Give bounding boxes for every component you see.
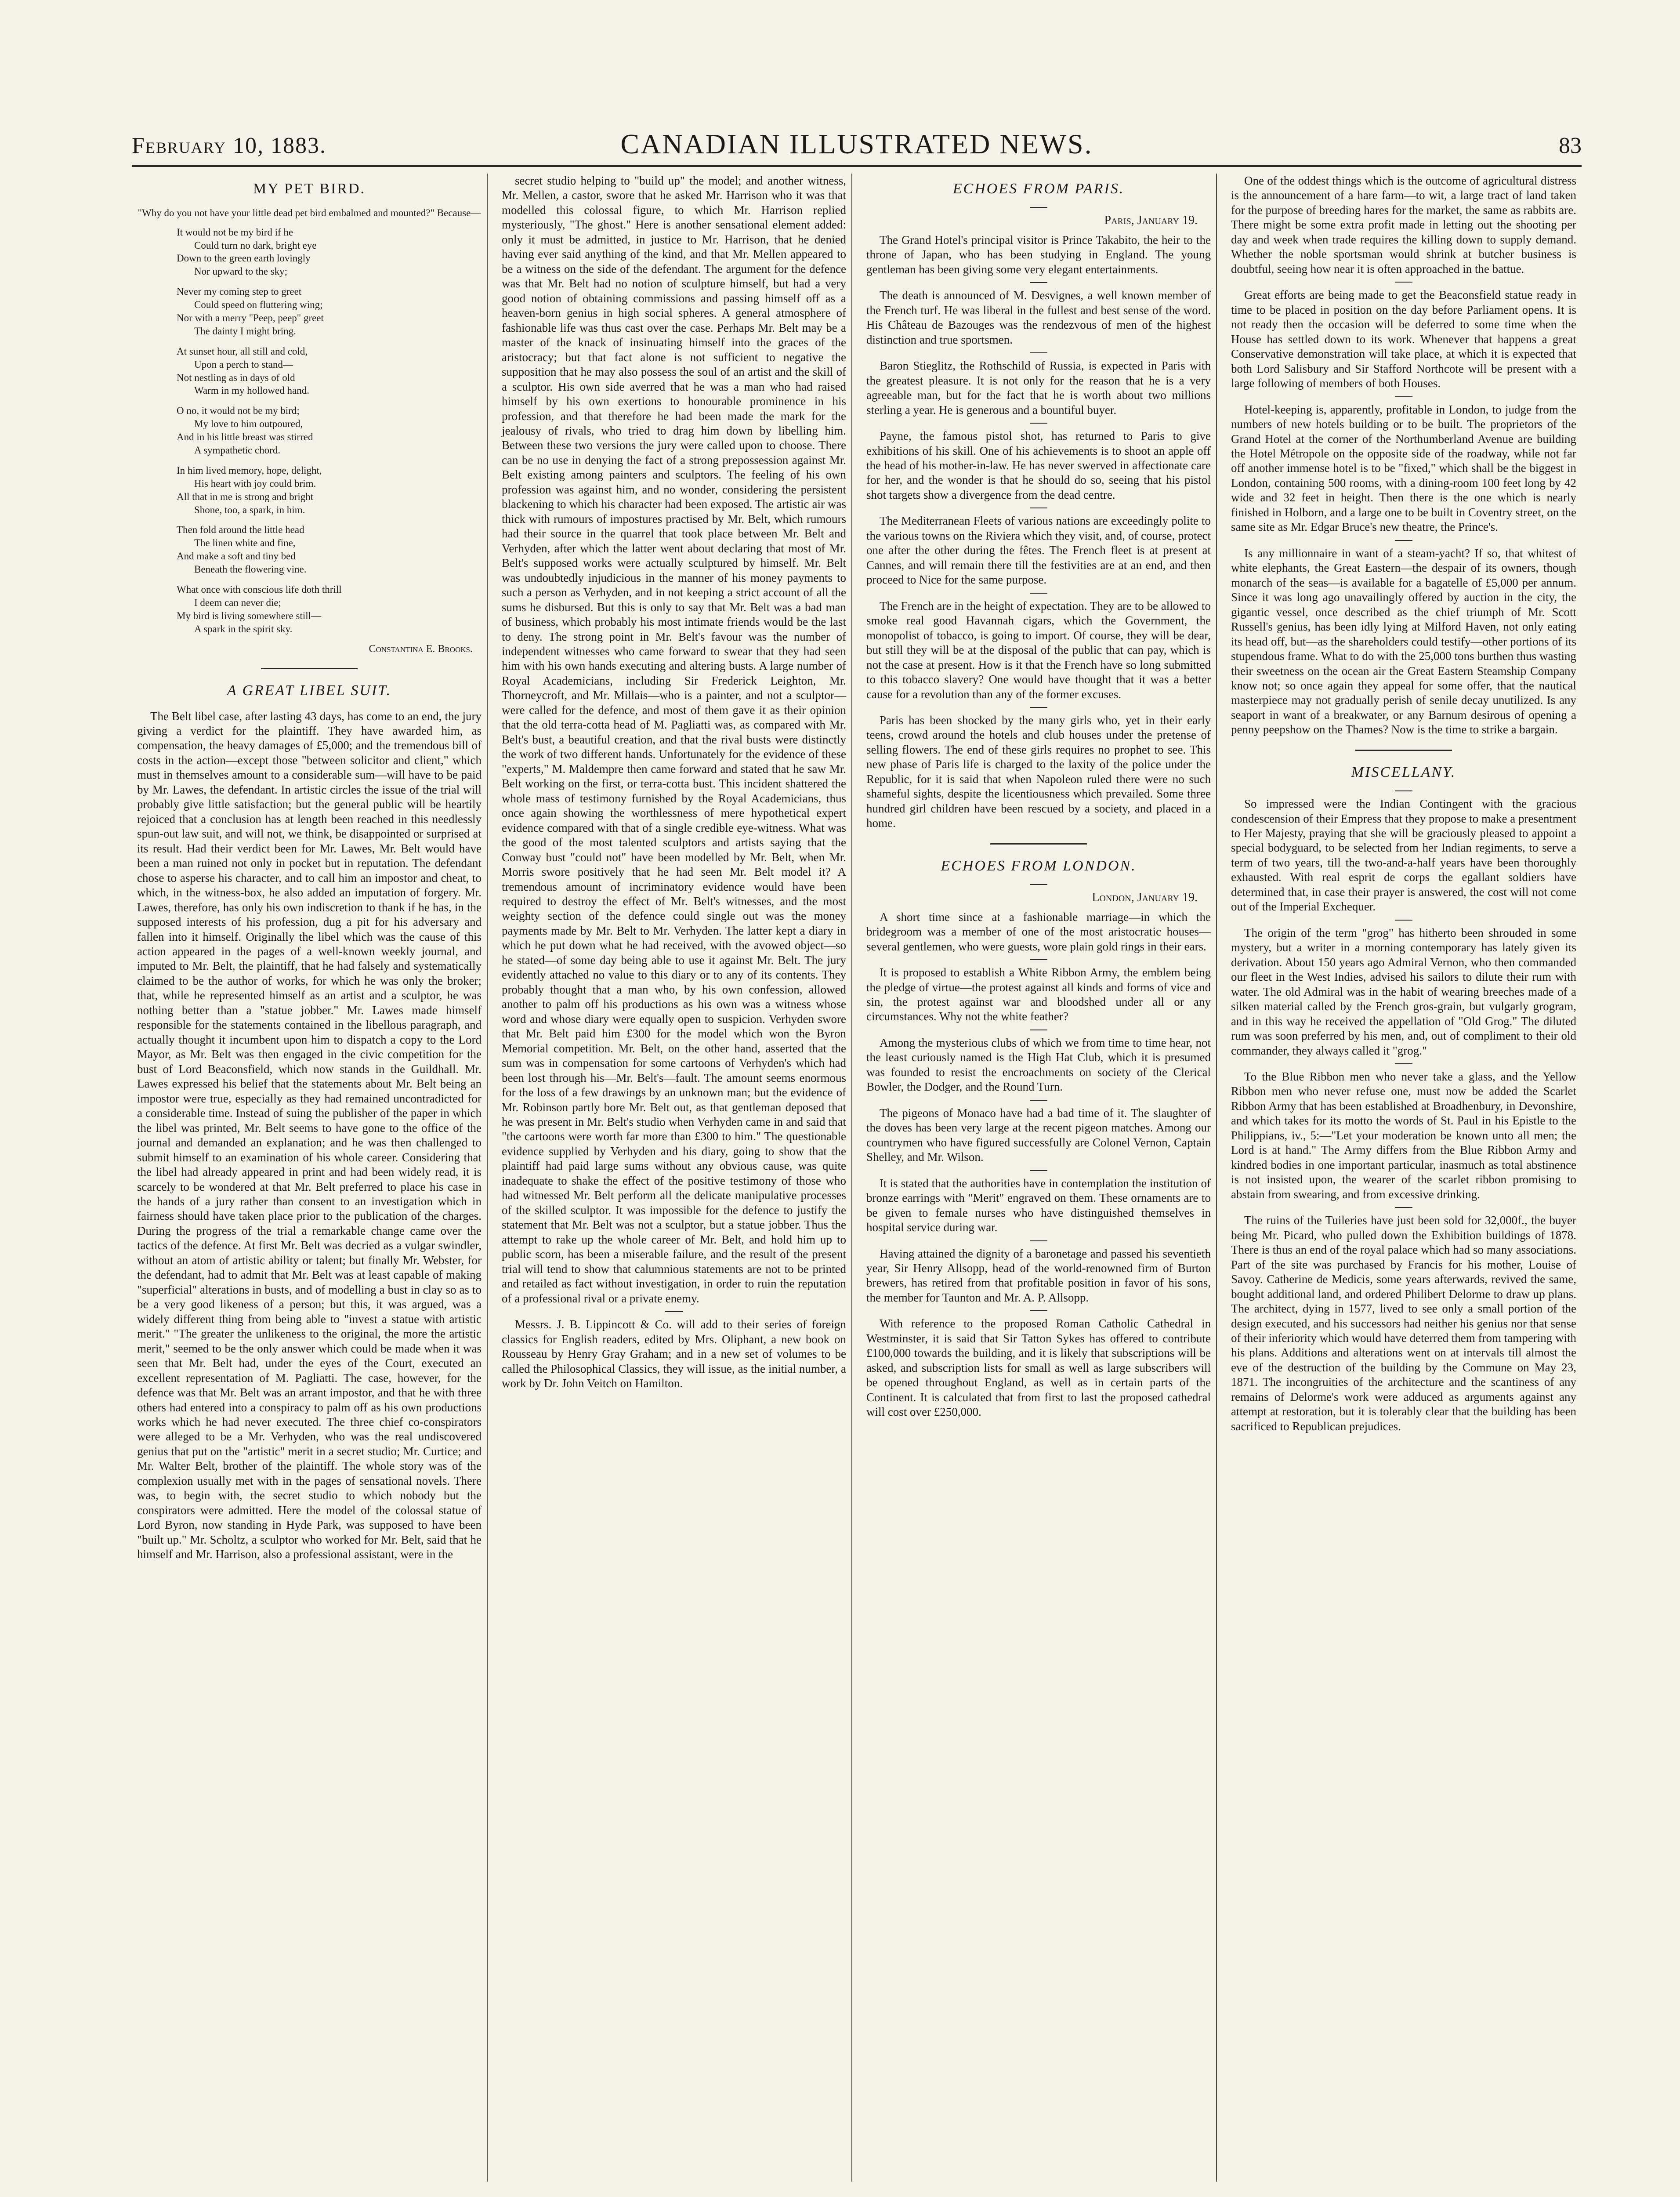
poem-line: In him lived memory, hope, delight, (177, 464, 322, 476)
item-divider (1030, 1170, 1047, 1171)
poem-stanzas (137, 226, 482, 636)
news-item: Among the mysterious clubs of which we from time to time hear, not the least curiously named is the High Hat Club, which it is presumed was founded to resist the encroachments on society of the Clerical Bowler, the Dodger, and the Round Turn. (866, 1036, 1211, 1094)
item-divider (1030, 959, 1047, 960)
poem-line: The linen white and fine, (194, 537, 296, 549)
columns (132, 174, 1582, 2182)
column-2 (496, 174, 852, 2182)
news-item: One of the oddest things which is the outcome of agricultural distress is the announcement of a hare farm—to wit, a large tract of land taken for the purpose of breeding hares for the market, the same as rabbits are. There might be some extra profit made in letting out the shooting per day and week when trade requires the killing down to supply demand. Whether the noble sportsman would shrink at butcher business is doubtful, seeing how near it is often approached in the battue. (1231, 174, 1576, 276)
item-divider (1030, 207, 1047, 208)
poem-line: Could speed on fluttering wing; (194, 299, 323, 311)
section-heading-london: ECHOES FROM LONDON. (941, 857, 1137, 874)
poem-line: Then fold around the little head (177, 524, 304, 536)
poem-line: It would not be my bird if he (177, 226, 293, 238)
column-4 (1226, 174, 1582, 2182)
page-number: 83 (1559, 133, 1582, 158)
poem-title: MY PET BIRD. (253, 181, 366, 197)
poem-line: A sympathetic chord. (194, 445, 281, 456)
newspaper-title: CANADIAN ILLUSTRATED NEWS. (620, 128, 1093, 160)
news-item: So impressed were the Indian Contingent with the gracious condescension of their Empress that they propose to make a presentment to Her Majesty, praying that she will be graciously pleased to appoint a special bodyguard, to be selected from her Indian regiments, to serve a term of two years, till the two-and-a-half years have been thoroughly exhausted. With real esprit de corps the egallant soldiers have determined that, in case their prayer is answered, the cost will not come out of the Imperial Exchequer. (1231, 797, 1576, 914)
section-heading-miscellany: MISCELLANY. (1351, 764, 1456, 780)
section-divider (990, 843, 1087, 845)
poem-stanza (177, 345, 482, 398)
item-divider (1030, 1310, 1047, 1311)
section-heading-paris: ECHOES FROM PARIS. (952, 181, 1125, 197)
item-divider (1030, 282, 1047, 283)
news-item: The pigeons of Monaco have had a bad time of it. The slaughter of the doves has been very large at the recent pigeon matches. Among our countrymen who have figured successfully are Colonel Vernon, Captain Shelley, and Mr. Wilson. (866, 1106, 1211, 1164)
news-item: The origin of the term "grog" has hitherto been shrouded in some mystery, but a writer in a morning contemporary has lately given its derivation. About 150 years ago Admiral Vernon, who then commanded our fleet in the West Indies, advised his sailors to dilute their rum with water. The old Admiral was in the habit of wearing breeches made of a silken material called by the French gros-grain, but vulgarly grogram, and in this way he received the appellation of "Old Grog." The diluted rum was soon preferred by his men, and, out of compliment to their old commander, they always called it "grog." (1231, 926, 1576, 1057)
news-item: Having attained the dignity of a baronetage and passed his seventieth year, Sir Henry Allsopp, head of the world-renowned firm of Burton brewers, has retired from that profitable position in favor of his sons, the member for Taunton and Mr. A. P. Allsopp. (866, 1247, 1211, 1304)
section-divider (1355, 750, 1452, 751)
item-divider (1395, 790, 1412, 791)
column-3 (861, 174, 1217, 2182)
news-item: To the Blue Ribbon men who never take a glass, and the Yellow Ribbon men who never refuse one, must now be added the Scarlet Ribbon Army that has been established at Broadhenbury, in Devonshire, and which takes for its motto the words of St. Paul in his Epistle to the Philippians, iv., 5:—"Let your moderation be known unto all men; the Lord is at hand." The Army differs from the Blue Ribbon Army and kindred bodies in one important particular, inasmuch as total abstinence is not insisted upon, the wearer of the scarlet ribbon promising to abstain from swearing, and from excessive drinking. (1231, 1070, 1576, 1201)
article-paragraph: The Belt libel case, after lasting 43 days, has come to an end, the jury giving a verdict for the plaintiff. They have awarded him, as compensation, the heavy damages of £5,000; and the tremendous bill of costs in the action—except those "between solicitor and client," which must in themselves amount to a considerable sum—will have to be paid by Mr. Lawes, the defendant. In artistic circles the issue of the trial will probably give little satisfaction; but the general public will be heartily rejoiced that a conclusion has at length been reached in this needlessly spun-out law suit, and will not, we think, be disappointed or surprised at its result. Had their verdict been for Mr. Lawes, Mr. Belt would have been a man ruined not only in pocket but in reputation. The defendant chose to asperse his character, and to call him an impostor and cheat, to which, in the witness-box, he also added an imputation of forgery. Mr. Lawes, therefore, has only his own indiscretion to thank if he has, in the supposed interests of his profession, dug a pit for his adversary and fallen into it himself. Originally the libel which was the cause of this action appeared in the pages of a well-known weekly journal, and imputed to Mr. Belt, the plaintiff, that he had falsely and systematically claimed to be the author of works, for which he was only the broker; that, while he represented himself as an artist and a sculptor, he was nothing better than a "statue jobber." Mr. Lawes made himself responsible for the statements contained in the libellous paragraph, and actually thought it incumbent upon him to dispatch a copy to the Lord Mayor, as Mr. Belt was then engaged in the civic competition for the bust of Lord Beaconsfield, which now stands in the Guildhall. Mr. Lawes expressed his belief that the statements about Mr. Belt being an impostor were true, especially as they had remained uncontradicted for a considerable time. Instead of suing the publisher of the paper in which the libel was printed, Mr. Belt seems to have gone to the office of the journal and demanded an explanation; and he was then challenged to submit himself to an examination of his whole career. Considering that the libel had already appeared in print and had been widely read, it is scarcely to be wondered at that Mr. Belt preferred to place his case in the hands of a jury rather than consent to an investigation which in fairness should have taken place prior to the publication of the charges. During the progress of the trial a remarkable change came over the tactics of the defence. At first Mr. Belt was decried as a vulgar swindler, without an atom of artistic ability or talent; but finally Mr. Webster, for the defendant, had to admit that Mr. Belt was at least capable of making "superficial" alterations in busts, and of modelling a bust in clay so as to be a very good likeness of a person; but this, it was argued, was a widely different thing from being able to "invest a statue with artistic merit." "The greater the unlikeness to the original, the more the artistic merit," seemed to be the only answer which could be made when it was seen that Mr. Belt had, under the eyes of the Court, executed an excellent representation of M. Pagliatti. The case, however, for the defence was that Mr. Belt was an arrant impostor, and that he with three others had entered into a conspiracy to palm off as his own productions works which he had never executed. The three chief co-conspirators were alleged to be a Mr. Verhyden, who was the real undiscovered genius that put on the "artistic" merit in a secret studio; Mr. Curtice; and Mr. Walter Belt, brother of the plaintiff. The whole story was of the complexion usually met with in the pages of sensational novels. There was, to begin with, the secret studio to which nobody but the conspirators were admitted. Here the model of the colossal statue of Lord Byron, now standing in Hyde Park, was supposed to have been "built up." Mr. Scholtz, a sculptor who worked for Mr. Belt, said that he himself and Mr. Harrison, also a professional assistant, were in the (137, 709, 482, 1561)
poem-line: O no, it would not be my bird; (177, 405, 300, 417)
poem-line: At sunset hour, all still and cold, (177, 345, 308, 357)
news-item: The Grand Hotel's principal visitor is Prince Takabito, the heir to the throne of Japan, who has been studying in England. The young gentleman has been giving some very elegant entertainments. (866, 233, 1211, 276)
news-item: The death is announced of M. Desvignes, a well known member of the French turf. He was liberal in the fullest and best sense of the word. His Château de Bazouges was the rendezvous of men of the highest distinction and true sportsmen. (866, 289, 1211, 346)
poem-line: A spark in the spirit sky. (194, 623, 293, 634)
news-item: Baron Stieglitz, the Rothschild of Russia, is expected in Paris with the greatest pleasure. It is not only for the reason that he is a very agreeable man, but for the fact that he is worth about two millions sterling a year. He is generous and a bountiful buyer. (866, 359, 1211, 417)
poem-line: Nor with a merry "Peep, peep" greet (177, 312, 324, 324)
item-divider (1030, 707, 1047, 708)
item-divider (1395, 1063, 1412, 1064)
item-divider (665, 1311, 683, 1312)
news-item: Paris has been shocked by the many girls who, yet in their early teens, crowd around the hotels and club houses under the pretense of selling flowers. The end of these girls requires no prophet to see. This new phase of Paris life is charged to the laxity of the police under the Republic, for it is said that when Napoleon ruled there were no such shameful sights, despite the licentiousness which prevailed. Some three hundred girl children have been rescued by a society, and placed in a home. (866, 714, 1211, 830)
article-paragraph: secret studio helping to "build up" the model; and another witness, Mr. Mellen, a castor, swore that he asked Mr. Harrison who it was that modelled this colossal figure, to which Mr. Harrison replied mysteriously, "The ghost." Here is another sensational element added: only it must be admitted, in justice to Mr. Harrison, that he denied having ever said anything of the kind, and that Mr. Mellen appeared to be a witness on the side of the defendant. The argument for the defence was that Mr. Belt had no notion of sculpture himself, but had a very good notion of obtaining commissions and passing himself off as a heaven-born genius in high social spheres. A general atmosphere of fashionable life was thus cast over the case. Perhaps Mr. Belt may be a master of the knack of insinuating himself into the graces of the aristocracy; but that fact alone is not sufficient to negative the supposition that he may also possess the soul of an artist and the skill of a sculptor. His own side averred that he was a man who had raised himself by his own exertions to honourable prominence in his profession, and that therefore he had been made the mark for the jealousy of rivals, who tried to drag him down by libelling him. Between these two versions the jury were called upon to choose. There can be no use in denying the fact of a strong prepossession against Mr. Belt existing among painters and sculptors. The feeling of his own profession was against him, and no wonder, considering the persistent blackening to which his character had been exposed. The artistic air was thick with rumours of impostures practised by Mr. Belt, which rumours had their source in the quarrel that took place between Mr. Belt and Verhyden, after which the latter went about declaring that most of Mr. Belt's supposed works were actually sculptured by himself. Mr. Belt was undoubtedly injudicious in the manner of his money payments to such a person as Verhyden, and in not keeping a strict account of all the sums he disbursed. But this is only to say that Mr. Belt was a bad man of business, which probably his most intimate friends would be the last to deny. The strong point in Mr. Belt's favour was the number of independent witnesses who came forward to swear that they had seen him with his own hands executing and altering busts. A large number of Royal Academicians, including Sir Frederick Leighton, Mr. Thorneycroft, and Mr. Millais—who is a painter, and not a sculptor—were called for the defence, and most of them gave it as their opinion that the old terra-cotta head of M. Pagliatti was, as compared with Mr. Belt's bust, a beautiful creation, and that the rival busts were distinctly the work of two different hands. Unfortunately for the evidence of these "experts," M. Maldempre then came forward and stated that he saw Mr. Belt working on the first, or terra-cotta bust. This incident shattered the whole mass of testimony furnished by the Royal Academicians, thus once again showing the worthlessness of mere hypothetical expert evidence compared with that of a single credible eye-witness. What was the good of the most talented sculptors and artists saying that the Conway bust "could not" have been modelled by Mr. Belt, when Mr. Morris swore positively that he had seen Mr. Belt model it? A tremendous amount of incriminatory evidence would have been required to destroy the effect of Mr. Belt's witnesses, and the most weighty section of the defence could single out was the money payments made by Mr. Belt to Mr. Verhyden. The latter kept a diary in which he put down what he had received, with the avowed object—so he stated—of some day being able to use it against Mr. Belt. The jury evidently attached no value to this diary or to any of its contents. They probably thought that a man who, by his own confession, allowed another to palm off his productions as his own was a witness whose word and whose diary were equally open to suspicion. Verhyden swore that Mr. Belt paid him £300 for the model which won the Byron Memorial competition. Mr. Belt, on the other hand, asserted that the sum was in compensation for some cartoons of Verhyden's which had been lost through his—Mr. Belt's—fault. The amount seems enormous for the loss of a few drawings by an unknown man; but the evidence of Mr. Robinson partly bore Mr. Belt out, as that gentleman deposed that he was present in Mr. Belt's studio when Verhyden came in and said that "the cartoons were worth far more than £300 to him." The questionable evidence supplied by Verhyden and his diary, going to show that the plaintiff had paid large sums without any obvious cause, was quite inadequate to shake the effect of the positive testimony of those who had witnessed Mr. Belt perform all the delicate manipulative processes of the skilled sculptor. It was impossible for the defence to justify the statement that Mr. Belt was not a sculptor, but a statue jobber. Thus the attempt to rake up the whole career of Mr. Belt, and hold him up to public scorn, has been a miserable failure, and the result of the present trial will tend to show that calumnious statements are not to be printed and retailed as fact without investigation, in order to ruin the reputation of a professional rival or a private enemy. (502, 174, 846, 1305)
poem-line: Never my coming step to greet (177, 286, 302, 297)
news-item: Hotel-keeping is, apparently, profitable in London, to judge from the numbers of new hotels building or to be built. The proprietors of the Grand Hotel at the corner of the Northumberland Avenue are building the Hotel Métropole on the opposite side of the roadway, while not far off another immense hotel is to be "fixed," which shall be the biggest in London, containing 500 rooms, with a dining-room 100 feet long by 42 wide and 32 feet in height. Then there is the one which is nearly finished in Holborn, and a large one to be built in Coventry street, on the same site as Mr. Edgar Bruce's new theatre, the Prince's. (1231, 402, 1576, 534)
poem-line: And make a soft and tiny bed (177, 551, 296, 562)
news-item: Is any millionnaire in want of a steam-yacht? If so, that whitest of white elephants, the Great Eastern—the despair of its owners, though monarch of the seas—is available for a bagatelle of £5,000 per annum. Since it was long ago unavailingly offered by auction in the city, the gigantic vessel, once described as the chief triumph of Mr. Scott Russell's genius, has been idly lying at Milford Haven, not only eating its head off, but—as the shareholders could testify—other portions of its stupendous frame. What to do with the 25,000 tons burthen thus wasting their sweetness on the ocean air the Great Eastern Steamship Company know not; so once again they appeal for some offer, that the nautical masterpiece may not gradually perish of senile decay unutilized. Is any seaport in want of a breakwater, or any Barnum desirous of opening a penny peepshow on the Thames? Now is the time to strike a bargain. (1231, 546, 1576, 736)
poem-stanza (177, 404, 482, 457)
poem-line: Warm in my hollowed hand. (194, 385, 309, 396)
poem-line: What once with conscious life doth thrill (177, 584, 342, 595)
poem-line: My love to him outpoured, (194, 418, 303, 430)
poem-stanza (177, 285, 482, 338)
notice-paragraph: Messrs. J. B. Lippincott & Co. will add to their series of foreign classics for English readers, edited by Mrs. Oliphant, a new book on Rousseau by Henry Gray Graham; and in a new set of volumes to be called the Philosophical Classics, they will issue, as the initial number, a work by Dr. John Veitch on Hamilton. (502, 1318, 846, 1390)
item-divider (1395, 540, 1412, 541)
poem-line: Could turn no dark, bright eye (194, 239, 317, 251)
poem-line: All that in me is strong and bright (177, 491, 314, 502)
news-item: A short time since at a fashionable marriage—in which the bridegroom was a member of one of the most aristocratic houses—several gentlemen, who were guests, wore plain gold rings in their ears. (866, 910, 1211, 953)
issue-date: February 10, 1883. (132, 133, 326, 158)
poem-line: The dainty I might bring. (194, 325, 296, 337)
column-1 (132, 174, 488, 2182)
item-divider (1030, 1100, 1047, 1101)
masthead (132, 125, 1582, 167)
news-item: It is stated that the authorities have in contemplation the institution of bronze earrings with "Merit" engraved on them. These ornaments are to be given to female nurses who have distinguished themselves in hospital service during war. (866, 1176, 1211, 1234)
poem-line: Shone, too, a spark, in him. (194, 504, 305, 515)
news-item: The ruins of the Tuileries have just been sold for 32,000f., the buyer being Mr. Picard, who pulled down the Exhibition buildings of 1878. There is thus an end of the royal palace which had so many associations. Part of the site was purchased by Francis for his mother, Louise of Savoy. Catherine de Medicis, some years afterwards, revived the same, bought additional land, and ordered Philibert Delorme to draw up plans. The architect, dying in 1577, lived to see only a small portion of the design executed, and his successors had neither his genius nor that sense of their inferiority which would have deterred them from tampering with his plans. Additions and alterations went on at intervals till almost the eve of the destruction of the building by the Commune on May 23, 1871. The incongruities of the architecture and the scantiness of any remains of Delorme's work were adduced as arguments against any attempt at restoration, but it is tolerably clear that the building has been sacrificed to Republican prejudices. (1231, 1214, 1576, 1433)
item-divider (1395, 282, 1412, 283)
item-divider (1030, 352, 1047, 353)
poem-line: Down to the green earth lovingly (177, 253, 311, 264)
item-divider (1395, 396, 1412, 397)
poem-line: I deem can never die; (194, 597, 281, 608)
poem-line: My bird is living somewhere still— (177, 610, 322, 621)
poem-stanza (177, 583, 482, 636)
news-item: Payne, the famous pistol shot, has returned to Paris to give exhibitions of his skill. One of his achievements is to shoot an apple off the head of his mother-in-law. He has never swerved in affectionate care for her, and the wonder is that he should do so, seeing that his pistol shot targets show a divergence from the dead centre. (866, 429, 1211, 501)
dateline-paris: Paris, January 19. (1104, 214, 1198, 228)
poem-stanza (177, 523, 482, 576)
poem-line: Beneath the flowering vine. (194, 564, 307, 575)
news-item: With reference to the proposed Roman Catholic Cathedral in Westminster, it is said that Sir Tatton Sykes has offered to contribute £100,000 towards the building, and it is likely that subscriptions will be asked, and subscription lists for small as well as large subscribers will be opened throughout England, as well as in certain parts of the Continent. It is calculated that from first to last the proposed cathedral will cost over £250,000. (866, 1317, 1211, 1419)
item-divider (1030, 884, 1047, 885)
article-body (137, 709, 482, 1562)
article-title: A GREAT LIBEL SUIT. (227, 682, 392, 699)
poem-stanza (177, 226, 482, 279)
poem-epigraph: "Why do you not have your little dead pet bird embalmed and mounted?" Because— (138, 207, 481, 219)
news-item: It is proposed to establish a White Ribbon Army, the emblem being the pledge of virtue—the protest against all kinds and forms of vice and sin, the protest against war and bloodshed under all or any circumstances. Why not the white feather? (866, 966, 1211, 1023)
poem-line: Upon a perch to stand— (194, 359, 293, 370)
item-divider (1030, 1240, 1047, 1241)
poem-line: His heart with joy could brim. (194, 478, 316, 489)
section-divider (261, 668, 358, 669)
newspaper-page (132, 125, 1582, 2182)
dateline-london: London, January 19. (1092, 890, 1198, 904)
poem-line: Nor upward to the sky; (194, 266, 288, 277)
item-divider (1030, 593, 1047, 594)
item-divider (1030, 423, 1047, 424)
poem-stanza (177, 464, 482, 517)
item-divider (1395, 920, 1412, 921)
poem-line: And in his little breast was stirred (177, 431, 313, 443)
poem-line: Not nestling as in days of old (177, 372, 295, 383)
news-item: The French are in the height of expectation. They are to be allowed to smoke real good Havannah cigars, which the Government, the monopolist of tobacco, is going to import. Of course, they will be dear, but still they will be at the disposal of the public that can pay, which is not the case at present. How is it that the French have so long submitted to this tobacco slavery? One would have thought that it was a better cause for a revolution than any of the former excuses. (866, 599, 1211, 701)
news-item: Great efforts are being made to get the Beaconsfield statue ready in time to be placed in position on the day before Parliament opens. It is not ready then the occasion will be deferred to some time when the House has settled down to its work. Whenever that happens a great Conservative demonstration will take place, at which it is expected that both Lord Salisbury and Sir Stafford Northcote will be present with a large following of members of both Houses. (1231, 288, 1576, 390)
item-divider (1395, 1207, 1412, 1208)
poem-author: Constantina E. Brooks. (369, 643, 473, 655)
news-item: The Mediterranean Fleets of various nations are exceedingly polite to the various towns on the Riviera which they visit, and, of course, protect one after the other during the fêtes. The French fleet is at present at Cannes, and will remain there till the festivities are at an end, and then proceed to Nice for the same purpose. (866, 514, 1211, 587)
